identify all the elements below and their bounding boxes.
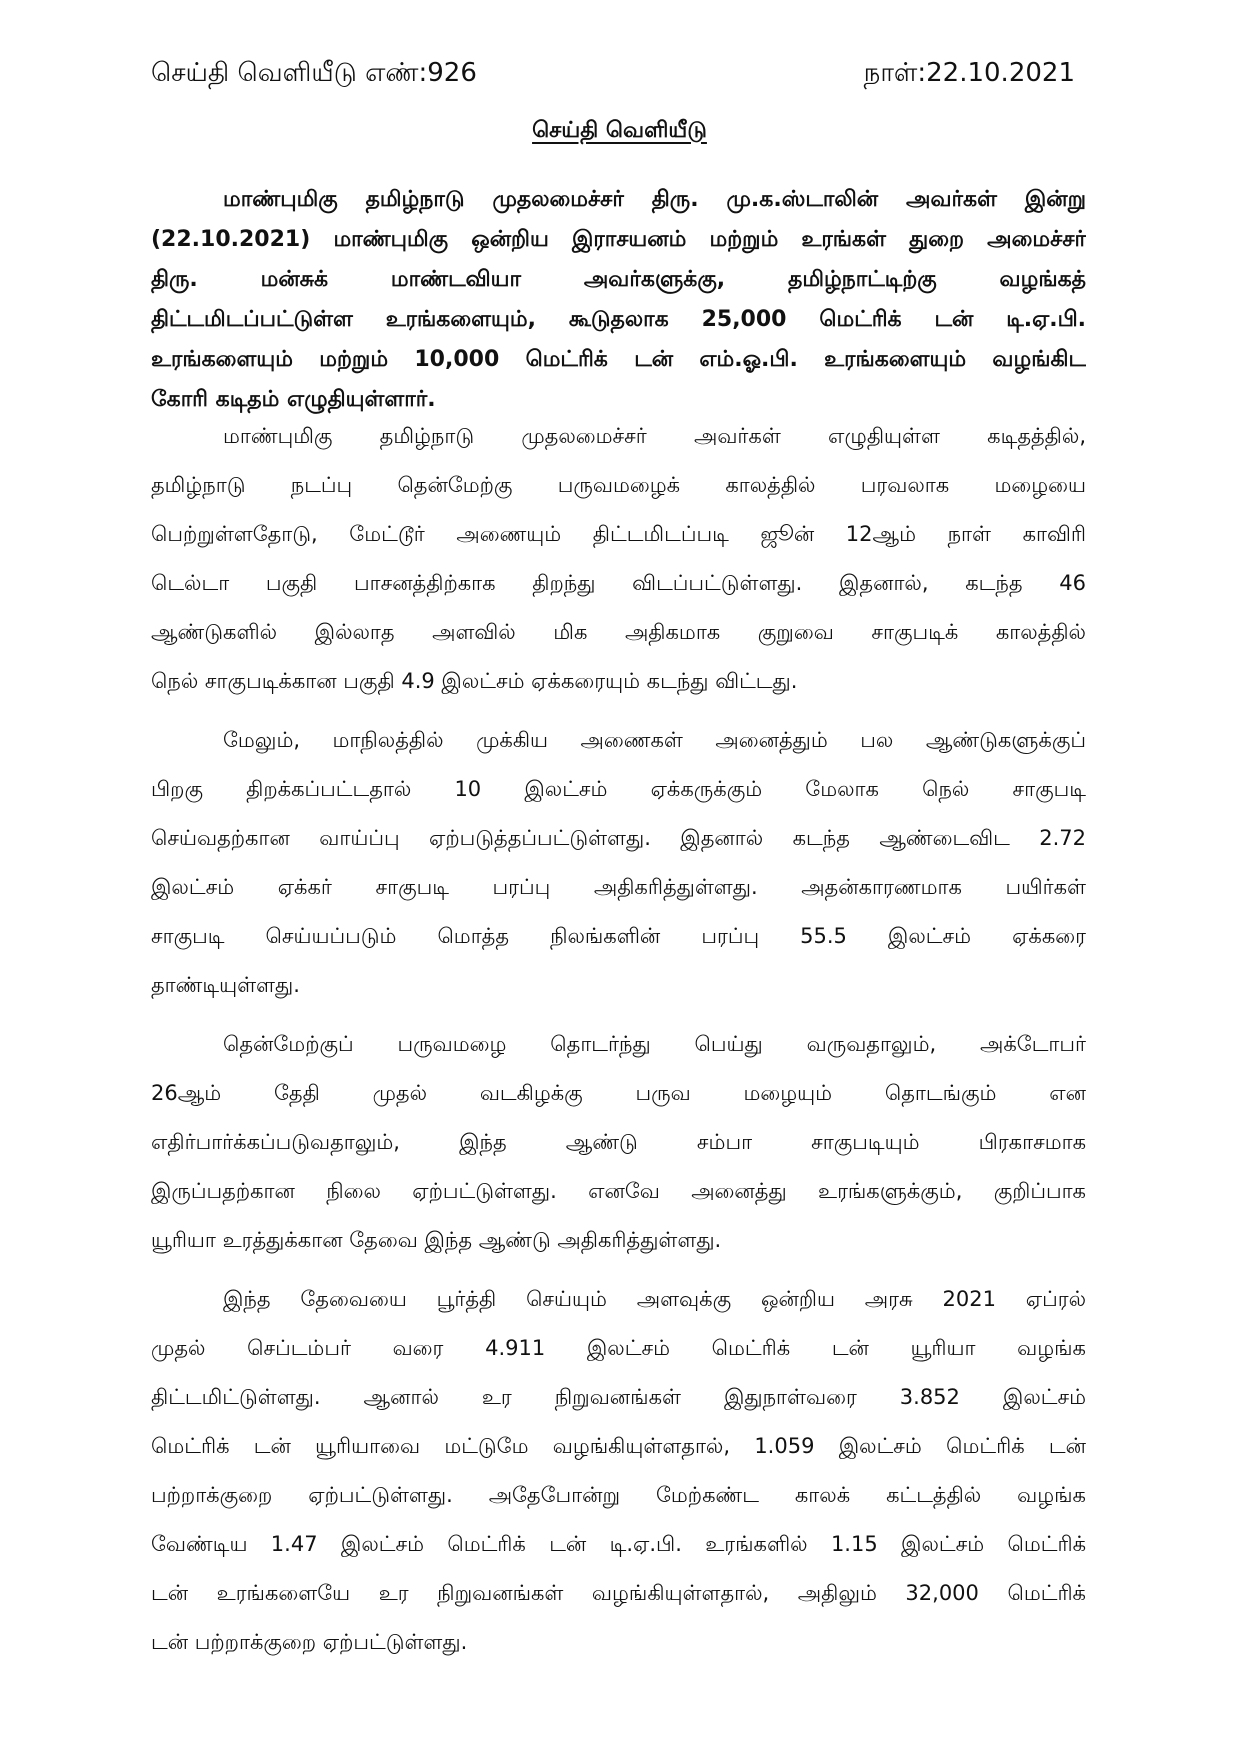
paragraph-line [151,412,1086,461]
intro-paragraph [151,180,1086,420]
release-number: செய்தி வெளியீடு எண்:926 [151,58,477,88]
paragraph-line: செய்வதற்கான வாய்ப்பு ஏற்படுத்தப்பட்டுள்ளது. இதனால் கடந்த ஆண்டைவிட 2.72 [151,826,1086,850]
paragraph-line: திட்டமிட்டுள்ளது. ஆனால் உர நிறுவனங்கள் இதுநாள்வரை 3.852 இலட்சம் [151,1385,1086,1409]
paragraph-line: பெற்றுள்ளதோடு, மேட்டூர் அணையும் திட்டமிடப்படி ஜூன் 12ஆம் நாள் காவிரி [151,522,1086,546]
paragraph-line: முதல் செப்டம்பர் வரை 4.911 இலட்சம் மெட்ரிக் டன் யூரியா வழங்க [151,1336,1086,1360]
intro-line: (22.10.2021) மாண்புமிகு ஒன்றிய இராசயனம் மற்றும் உரங்கள் துறை அமைச்சர் [151,227,1086,252]
paragraph-line-text: மேலும், மாநிலத்தில் முக்கிய அணைகள் அனைத்தும் பல ஆண்டுகளுக்குப் [223,728,1086,752]
paragraph-line: டன் உரங்களையே உர நிறுவனங்கள் வழங்கியுள்ளதால், அதிலும் 32,000 மெட்ரிக் [151,1581,1086,1605]
intro-line-text: மாண்புமிகு தமிழ்நாடு முதலமைச்சர் திரு. மு.க.ஸ்டாலின் அவர்கள் இன்று [223,187,1086,212]
paragraph-line: பற்றாக்குறை ஏற்பட்டுள்ளது. அதேபோன்று மேற்கண்ட காலக் கட்டத்தில் வழங்க [151,1483,1086,1507]
paragraph-line: சாகுபடி செய்யப்படும் மொத்த நிலங்களின் பரப்பு 55.5 இலட்சம் ஏக்கரை [151,924,1086,948]
paragraph-line-text: தென்மேற்குப் பருவமழை தொடர்ந்து பெய்து வருவதாலும், அக்டோபர் [223,1032,1086,1056]
paragraph-line [151,716,1086,765]
intro-line: கோரி கடிதம் எழுதியுள்ளார். [151,387,436,412]
paragraph-line-text: மாண்புமிகு தமிழ்நாடு முதலமைச்சர் அவர்கள் எழுதியுள்ள கடிதத்தில், [223,424,1086,448]
body-paragraph-4 [151,1275,1086,1667]
intro-line [151,180,1086,220]
paragraph-line: டன் பற்றாக்குறை ஏற்பட்டுள்ளது. [151,1630,468,1654]
paragraph-line: யூரியா உரத்துக்கான தேவை இந்த ஆண்டு அதிகரித்துள்ளது. [151,1228,722,1252]
paragraph-line [151,1020,1086,1069]
release-date: நாள்:22.10.2021 [863,58,1075,88]
paragraph-line: எதிர்பார்க்கப்படுவதாலும், இந்த ஆண்டு சம்பா சாகுபடியும் பிரகாசமாக [151,1130,1086,1154]
document-title-text: செய்தி வெளியீடு [532,118,707,143]
paragraph-line: டெல்டா பகுதி பாசனத்திற்காக திறந்து விடப்பட்டுள்ளது. இதனால், கடந்த 46 [151,571,1086,595]
body-paragraph-2 [151,716,1086,1010]
paragraph-line: தமிழ்நாடு நடப்பு தென்மேற்கு பருவமழைக் காலத்தில் பரவலாக மழையை [151,473,1086,497]
document-title [0,116,1239,146]
paragraph-line-text: இந்த தேவையை பூர்த்தி செய்யும் அளவுக்கு ஒன்றிய அரசு 2021 ஏப்ரல் [223,1287,1086,1311]
intro-line: திரு. மன்சுக் மாண்டவியா அவர்களுக்கு, தமிழ்நாட்டிற்கு வழங்கத் [151,267,1086,292]
paragraph-line: 26ஆம் தேதி முதல் வடகிழக்கு பருவ மழையும் தொடங்கும் என [151,1081,1086,1105]
intro-line: உரங்களையும் மற்றும் 10,000 மெட்ரிக் டன் எம்.ஓ.பி. உரங்களையும் வழங்கிட [151,347,1086,372]
paragraph-line: தாண்டியுள்ளது. [151,973,300,997]
paragraph-line: பிறகு திறக்கப்பட்டதால் 10 இலட்சம் ஏக்கருக்கும் மேலாக நெல் சாகுபடி [151,777,1086,801]
paragraph-line: மெட்ரிக் டன் யூரியாவை மட்டுமே வழங்கியுள்ளதால், 1.059 இலட்சம் மெட்ரிக் டன் [151,1434,1086,1458]
paragraph-line: இருப்பதற்கான நிலை ஏற்பட்டுள்ளது. எனவே அனைத்து உரங்களுக்கும், குறிப்பாக [151,1179,1086,1203]
paragraph-line [151,1275,1086,1324]
paragraph-line: ஆண்டுகளில் இல்லாத அளவில் மிக அதிகமாக குறுவை சாகுபடிக் காலத்தில் [151,620,1086,644]
paragraph-line: நெல் சாகுபடிக்கான பகுதி 4.9 இலட்சம் ஏக்கரையும் கடந்து விட்டது. [151,669,798,693]
paragraph-line: இலட்சம் ஏக்கர் சாகுபடி பரப்பு அதிகரித்துள்ளது. அதன்காரணமாக பயிர்கள் [151,875,1086,899]
body-paragraph-3 [151,1020,1086,1265]
intro-line: திட்டமிடப்பட்டுள்ள உரங்களையும், கூடுதலாக 25,000 மெட்ரிக் டன் டி.ஏ.பி. [151,307,1086,332]
body-paragraph-1 [151,412,1086,706]
paragraph-line: வேண்டிய 1.47 இலட்சம் மெட்ரிக் டன் டி.ஏ.பி. உரங்களில் 1.15 இலட்சம் மெட்ரிக் [151,1532,1086,1556]
